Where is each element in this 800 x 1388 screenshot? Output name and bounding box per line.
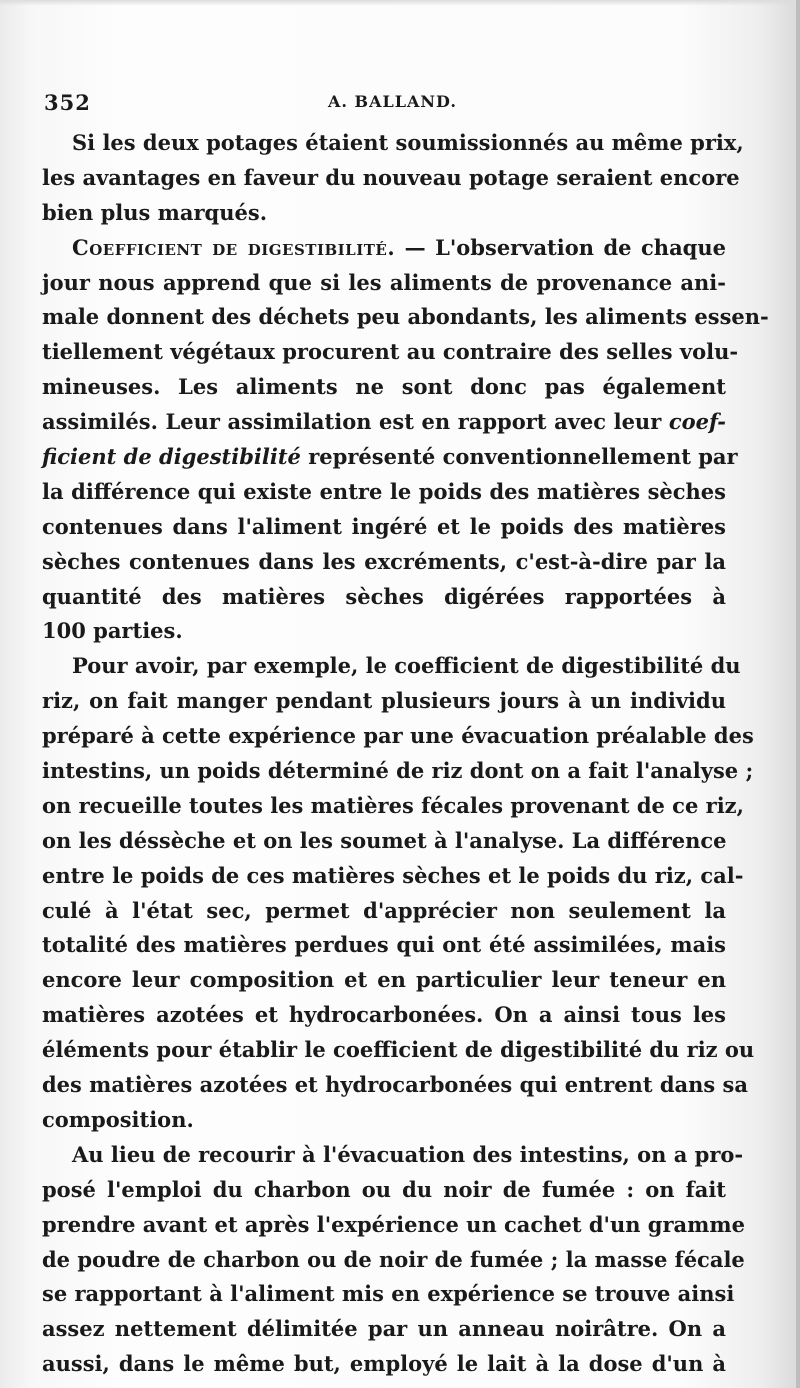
text-line: posé l'emploi du charbon ou du noir de fumée : on fait [42,1176,726,1202]
paragraph [42,126,744,231]
body-text [42,126,769,1382]
text-line: matières azotées et hydrocarbonées. On a ainsi tous les [42,1002,726,1028]
text-line: se rapportant à l'aliment mis en expérience se trouve ainsi [42,1281,735,1307]
scan-shadow-top [0,0,800,6]
text-line: préparé à cette expérience par une évacuation préalable des [42,723,754,749]
text-line: bien plus marqués. [42,199,268,225]
scan-shadow-right [796,0,800,1388]
paragraph [42,1138,745,1382]
paragraph [42,231,769,650]
text-line: tiellement végétaux procurent au contraire des selles volu- [42,339,739,365]
text-line: sèches contenues dans les excréments, c'est-à-dire par la [42,548,726,574]
text-line: contenues dans l'aliment ingéré et le poids des matières [42,513,726,539]
text-line: male donnent des déchets peu abondants, les aliments essen- [42,304,769,330]
text-fragment: représenté conventionnellement par [300,444,738,470]
text-line: Si les deux potages étaient soumissionnés au même prix, [72,130,744,155]
text-line: intestins, un poids déterminé de riz dont on a fait l'analyse ; [42,758,754,784]
text-line: on les déssèche et on les soumet à l'analyse. La différence [42,827,727,853]
italic-term: ficient de digestibilité [42,444,301,470]
page-header [44,90,744,120]
text-line: des matières azotées et hydrocarbonées qui entrent dans sa [42,1072,748,1098]
page-number: 352 [44,90,91,115]
running-head: A. BALLAND. [328,92,457,111]
text-line: Pour avoir, par exemple, le coefficient de digestibilité du [72,653,741,679]
text-line [42,405,726,440]
text-line: totalité des matières perdues qui ont été assimilées, mais [42,932,726,958]
italic-term: coef- [668,409,726,435]
paragraph [42,649,755,1137]
section-heading: Coefficient de digestibilité. [72,234,396,260]
text-line: encore leur composition et en particulier leur teneur en [42,967,726,993]
text-line: les avantages en faveur du nouveau potage seraient encore [42,164,740,190]
text-line: de poudre de charbon ou de noir de fumée ; la masse fécale [42,1246,745,1272]
text-line: Au lieu de recourir à l'évacuation des intestins, on a pro- [72,1141,744,1167]
text-line: composition. [42,1106,194,1132]
text-line: assez nettement délimitée par un anneau noirâtre. On a [42,1316,726,1342]
text-line: aussi, dans le même but, employé le lait à la dose d'un à [42,1351,726,1377]
text-line: mineuses. Les aliments ne sont donc pas également [42,374,726,400]
text-line: culé à l'état sec, permet d'apprécier non seulement la [42,897,726,923]
text-line: riz, on fait manger pendant plusieurs jours à un individu [42,688,726,714]
text-line: 100 parties. [42,618,183,644]
text-fragment: assimilés. Leur assimilation est en rapport avec leur [42,409,669,435]
text-line: la différence qui existe entre le poids des matières sèches [42,478,726,504]
text-line: jour nous apprend que si les aliments de provenance ani- [42,269,726,295]
text-line: entre le poids de ces matières sèches et le poids du riz, cal- [42,862,744,888]
text-line: éléments pour établir le coefficient de digestibilité du riz ou [42,1037,755,1063]
text-line [42,231,726,266]
text-line [42,440,738,475]
text-fragment: — L'observation de chaque [395,234,726,260]
text-line: on recueille toutes les matières fécales provenant de ce riz, [42,792,744,818]
text-line: quantité des matières sèches digérées rapportées à [42,583,726,609]
text-line: prendre avant et après l'expérience un cachet d'un gramme [42,1211,745,1237]
